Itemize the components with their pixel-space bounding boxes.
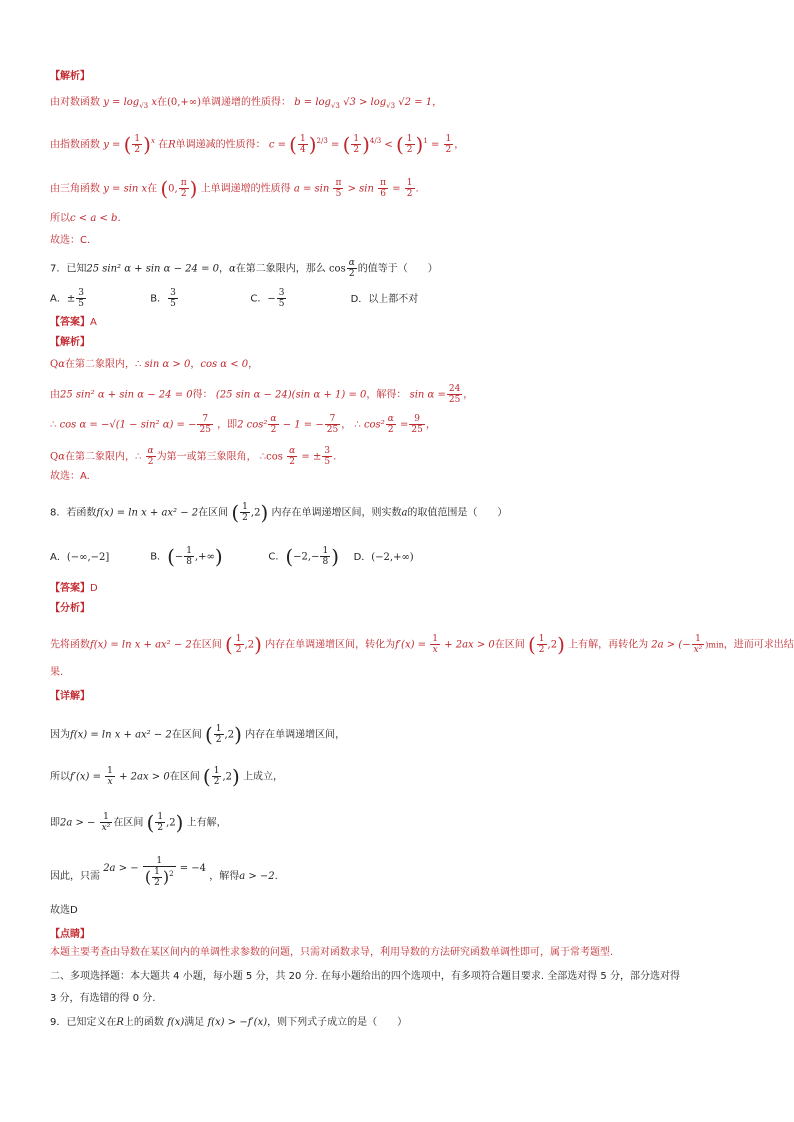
q8-dianjing-tag: 【点睛】 — [50, 929, 90, 940]
q8-fenxi-tag: 【分析】 — [50, 603, 90, 614]
q7-final: 故选：A. — [50, 471, 90, 482]
q8-option-c[interactable]: C．(−2,− $\frac{1}{8}$ ) — [268, 544, 340, 569]
q6-answer: 故选：C. — [50, 235, 91, 246]
q7-step2: 由25 sin² α + sin α − 24 = 0得： (25 sin α − 24)(sin α + 1) = 0，解得： sin α = $\frac{24}{25}$ ， — [50, 384, 474, 405]
q7-option-c[interactable]: C．− $\frac{3}{5}$ — [250, 288, 285, 309]
q7-options — [50, 288, 418, 309]
q6-line1: 由对数函数 $y = \log_{√3} x$在(0,+∞)单调递增的性质得： $b = \log_{√3} √3 > \log_{√3} √2 = 1$， — [50, 97, 443, 110]
q9-stem: 9．已知定义在R上的函数 f(x)满足 f(x) > −f′(x)，则下列式子成立的是（ ） — [50, 1017, 408, 1028]
q7-step3: ∴ cos α = −√(1 − sin² α) = − $\frac{7}{25}$ ，即2 cos² $\frac{\alpha}{2}$ − 1 = − $\frac{7}{25}$ ， ∴ cos² $\frac{\alpha}{2}$ = $\frac{9}{25}$ ， — [50, 414, 436, 435]
q8-final: 故选D — [50, 905, 78, 916]
q7-jiexi-tag: 【解析】 — [50, 337, 90, 348]
q8-fenxi-line1: 先将函数f(x) = ln x + ax² − 2在区间 ( $\frac{1}{2}$ ,2) 内存在单调递增区间，转化为f′(x) = $\frac{1}{x}$ + 2ax > 0在区间 ( $\frac{1}{2}$ ,2) 上有解，再转化为 2a > (− $\frac{1}{\text{x²}}$ )min，进而可求出结 — [50, 632, 794, 657]
q7-answer: 【答案】A — [50, 317, 97, 328]
q7-step1: Qα在第二象限内，∴ sin α > 0，cos α < 0， — [50, 359, 259, 370]
q6-line4: 所以c < a < b. — [50, 213, 121, 224]
q8-option-d[interactable]: D．(−2,+∞) — [353, 551, 414, 563]
q6-jiexi-tag: 【解析】 — [50, 71, 90, 82]
q7-stem: 7．已知25 sin² α + sin α − 24 = 0，α在第二象限内，那么 cos $\frac{\alpha}{2}$ 的值等于（ ） — [50, 258, 438, 279]
q8-stem: 8．若函数f(x) = ln x + ax² − 2在区间 ( $\frac{1}{2}$ ,2) 内存在单调递增区间，则实数a的取值范围是（ ） — [50, 500, 508, 525]
q6-line3: 由三角函数 y = sin x在 (0, $\frac{\pi}{2}$ ) 上单调递增的性质得 a = sin $\frac{\pi}{5}$ > sin $\frac{\pi}{6}$ = $\frac{1}{2}$ . — [50, 176, 419, 201]
section2-heading: 二、多项选择题：本大题共 4 小题，每小题 5 分，共 20 分. 在每小题给出的四个选项中，有多项符合题目要求. 全部选对得 5 分，部分选对得 — [50, 971, 680, 982]
q8-detail1: 因为f(x) = ln x + ax² − 2在区间 ( $\frac{1}{2}$ ,2) 内存在单调递增区间， — [50, 722, 346, 747]
q8-xiangjie-tag: 【详解】 — [50, 691, 90, 702]
q8-options — [50, 546, 414, 567]
q8-dianjing: 本题主要考查由导数在某区间内的单调性求参数的问题，只需对函数求导，利用导数的方法研究函数单调性即可，属于常考题型. — [50, 947, 614, 958]
q8-detail2: 所以f′(x) = $\frac{1}{x}$ + 2ax > 0在区间 ( $\frac{1}{2}$ ,2) 上成立， — [50, 764, 283, 789]
q8-answer: 【答案】D — [50, 583, 98, 594]
q7-option-b[interactable]: B． $\frac{3}{5}$ — [150, 288, 176, 309]
q8-option-a[interactable]: A．(−∞,−2] — [50, 551, 110, 563]
q8-fenxi-line2: 果. — [50, 667, 64, 678]
q8-detail3: 即2a > − $\frac{1}{\text{x²}}$ 在区间 ( $\frac{1}{2}$ ,2) 上有解， — [50, 810, 227, 835]
q7-option-d[interactable]: D．以上都不对 — [350, 293, 419, 305]
q7-option-a[interactable]: A．± $\frac{3}{5}$ — [50, 288, 84, 309]
q6-line2: 由指数函数 y = ( $\frac{1}{2}$ )$^x$ 在R单调递减的性质得： c = ( $\frac{1}{4}$ )$^{2/3}$ = ( $\frac{1}{2}$ )$^{4/3}$ < ( $\frac{1}{2}$ )$^1$ = $\frac{1}{2}$ ， — [50, 132, 465, 157]
section2-heading-cont: 3 分，有选错的得 0 分. — [50, 993, 156, 1004]
q8-detail4: 因此，只需 2a > − 1 ( $\frac{1}{2}$ )$^2$ = −4 ，解得a > −2. — [50, 856, 278, 888]
q7-step4: Qα在第二象限内，∴ $\frac{\alpha}{2}$ 为第一或第三象限角， ∴cos $\frac{\alpha}{2}$ = ± $\frac{3}{5}$ . — [50, 446, 337, 467]
q8-option-b[interactable]: B．(− $\frac{1}{8}$ ,+∞) — [150, 544, 223, 569]
